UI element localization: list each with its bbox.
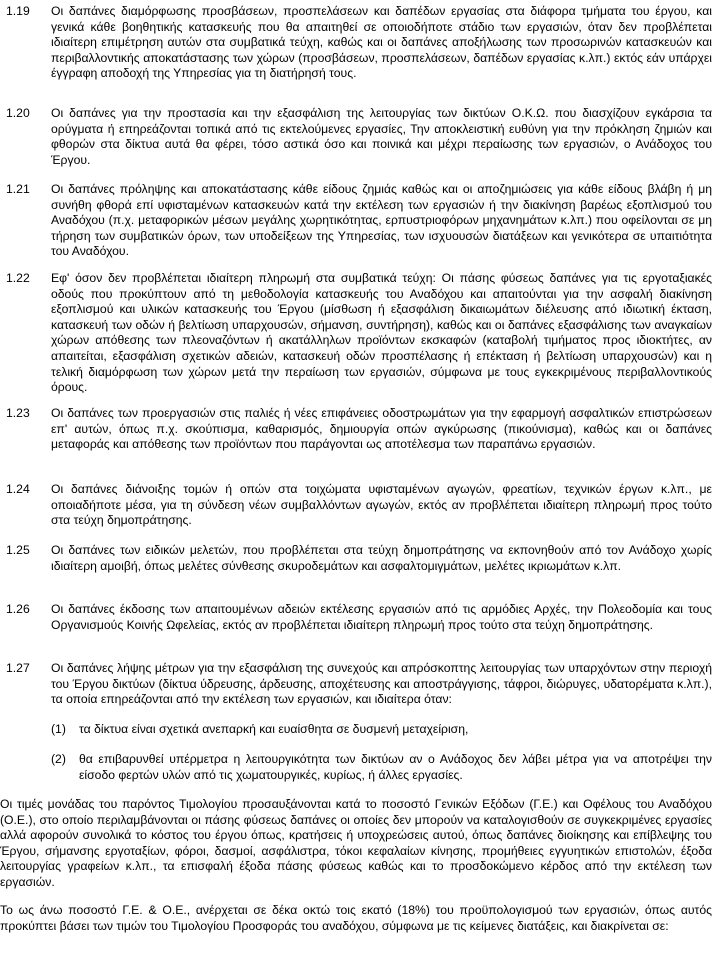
item-number: 1.23	[6, 406, 30, 420]
item-number: 1.26	[6, 602, 30, 616]
item-text: Οι δαπάνες έκδοσης των απαιτουμένων αδειών εκτέλεσης εργασιών από τις αρμόδιες Αρχές, την Πολεοδομία και τους Οργανισμούς Κοινής Ωφελείας, εκτός αν προβλέπεται ιδιαίτερη πληρωμή προς τούτο στα τεύχη δημοπράτησης.	[51, 602, 712, 632]
item-text: Οι δαπάνες διαμόρφωσης προσβάσεων, προσπελάσεων και δαπέδων εργασίας στα διάφορα τμήματα του έργου, και γενικά κάθε βοηθητικής κατασκευής που θα απαιτηθεί σε οποιοδήποτε στάδιο των εργασιών, όταν δεν προβλέπεται ιδιαίτερη επιμέτρηση αυτών στα συμβατικά τεύχη, καθώς και οι δαπάνες αποξήλωσης των προσωρινών κατασκευών και περιβαλλοντικής αποκατάστασης των χώρων (προσβάσεων, προσπελάσεων, δαπέδων εργασίας κ.λπ.) εκτός εάν υπάρχει έγγραφη αποδοχή της Υπηρεσίας για τη διατήρησή τους.	[51, 4, 712, 81]
item-text: Οι δαπάνες διάνοιξης τομών ή οπών στα τοιχώματα υφισταμένων αγωγών, φρεατίων, τεχνικών έργων κ.λπ., με οποιαδήποτε μέσα, για τη σύνδεση νέων συμβαλλόντων αγωγών, εκτός αν προβλέπεται ιδιαίτερη πληρωμή προς τούτο στα τεύχη δημοπράτησης.	[51, 482, 712, 528]
item-number: 1.24	[6, 482, 30, 496]
item-text: Οι δαπάνες των προεργασιών στις παλιές ή νέες επιφάνειες οδοστρωμάτων για την εφαρμογή ασφαλτικών επιστρώσεων επ' αυτών, όπως π.χ. σκούπισμα, καθαρισμός, δημιουργία οπών αγκύρωσης (πικούνισμα), καθώς και οι δαπάνες μεταφοράς και απόθεσης των προϊόντων που παράγονται ως αποτέλεσμα των παραπάνω εργασιών.	[51, 406, 712, 452]
sub-item-number: (2)	[51, 752, 66, 766]
sub-item-number: (1)	[51, 722, 66, 736]
item-number: 1.27	[6, 661, 30, 675]
percentage-paragraph: Το ως άνω ποσοστό Γ.Ε. & Ο.Ε., ανέρχεται σε δέκα οκτώ τοις εκατό (18%) του προϋπολογισμού των εργασιών, όπως αυτός προκύπτει βάσει των τιμών του Τιμολογίου Προσφοράς του αναδόχου, σύμφωνα με τις κείμενες διατάξεις, και διακρίνεται σε:	[0, 903, 712, 933]
item-number: 1.25	[6, 543, 30, 557]
overhead-paragraph: Οι τιμές μονάδας του παρόντος Τιμολογίου προσαυξάνονται κατά το ποσοστό Γενικών Εξόδων (Γ.Ε.) και Οφέλους του Αναδόχου (Ο.Ε.), στο οποίο περιλαμβάνονται οι πάσης φύσεως δαπάνες οι οποίες δεν μπορούν να καταλογισθούν σε συγκεκριμένες εργασίες αλλά αφορούν συνολικά το κόστος του έργου όπως, κρατήσεις ή υποχρεώσεις αυτού, όπως δαπάνες διοίκησης και επίβλεψης του Έργου, σήμανσης εργοταξίων, φόροι, δασμοί, ασφάλιστρα, τόκοι κεφαλαίων κίνησης, προμήθειες εγγυητικών επιστολών, έξοδα λειτουργίας γραφείων κ.λπ., τα επισφαλή έξοδα πάσης φύσεως καθώς και το προσδοκώμενο κέρδος από την εκτέλεση των εργασιών.	[0, 797, 712, 889]
item-number: 1.22	[6, 271, 30, 285]
item-number: 1.21	[6, 182, 30, 196]
item-text: Εφ' όσον δεν προβλέπεται ιδιαίτερη πληρωμή στα συμβατικά τεύχη: Οι πάσης φύσεως δαπάνες για τις εργοταξιακές οδούς που προκύπτουν από τη μεθοδολογία κατασκευής του Αναδόχου και απαιτούνται για την ασφαλή διακίνηση εξοπλισμού και υλικών κατασκευής του Έργου (μίσθωση ή εξασφάλιση δικαιωμάτων διέλευσης από ιδιωτική έκταση, κατασκευή των οδών ή βελτίωση υπαρχουσών, σήμανση, συντήρηση), καθώς και οι δαπάνες εξασφάλισης των αναγκαίων χώρων απόθεσης των πλεοναζόντων ή ακατάλληλων προϊόντων εκσκαφών (καταβολή τιμήματος προς ιδιοκτήτες, αν απαιτείται, εξασφάλιση σχετικών αδειών, κατασκευή οδών προσπέλασης ή επέκταση ή βελτίωση υπαρχουσών) και η τελική διαμόρφωση των χώρων μετά την περαίωση των εργασιών, σύμφωνα με τους εγκεκριμένους περιβαλλοντικούς όρους.	[51, 271, 712, 395]
sub-item-text: θα επιβαρυνθεί υπέρμετρα η λειτουργικότητα των δικτύων αν ο Ανάδοχος δεν λάβει μέτρα για να αποτρέψει την είσοδο φερτών υλών από τις χωματουργικές, κυρίως, ή άλλες εργασίες.	[79, 752, 712, 782]
item-text: Οι δαπάνες των ειδικών μελετών, που προβλέπεται στα τεύχη δημοπράτησης να εκπονηθούν από τον Ανάδοχο χωρίς ιδιαίτερη αμοιβή, όπως μελέτες σύνθεσης σκυροδεμάτων και ασφαλτομιγμάτων, μελέτες ικριωμάτων κ.λπ.	[51, 543, 712, 573]
item-text: Οι δαπάνες για την προστασία και την εξασφάλιση της λειτουργίας των δικτύων Ο.Κ.Ω. που διασχίζουν εγκάρσια τα ορύγματα ή επηρεάζονται τοπικά από τις εκτελούμενες εργασίες, Την αποκλειστική ευθύνη για την πρόκληση ζημιών και φθορών στα δίκτυα αυτά θα φέρει, τόσο αστικά όσο και ποινικά και μέχρι περαίωσης των εργασιών, ο Ανάδοχος του Έργου.	[51, 106, 712, 167]
item-text: Οι δαπάνες πρόληψης και αποκατάστασης κάθε είδους ζημιάς καθώς και οι αποζημιώσεις για κάθε είδους βλάβη ή μη συνήθη φθορά επί υφισταμένων κατασκευών κατά την εκτέλεση των εργασιών ή την διακίνηση βαρέως εξοπλισμού του Αναδόχου (π.χ. μεταφορικών μέσων μεγάλης χωρητικότητας, ερπυστριοφόρων μηχανημάτων κ.λπ.) που οφείλονται σε μη τήρηση των συμβατικών όρων, των υποδείξεων της Υπηρεσίας, των ισχυουσών διατάξεων και γενικότερα σε υπαιτιότητα του Αναδόχου.	[51, 182, 712, 259]
item-number: 1.20	[6, 106, 30, 120]
sub-item-text: τα δίκτυα είναι σχετικά ανεπαρκή και ευαίσθητα σε δυσμενή μεταχείριση,	[79, 722, 469, 736]
item-number: 1.19	[6, 4, 30, 18]
item-text: Οι δαπάνες λήψης μέτρων για την εξασφάλιση της συνεχούς και απρόσκοπτης λειτουργίας των υπαρχόντων στην περιοχή του Έργου δικτύων (δίκτυα ύδρευσης, άρδευσης, αποχέτευσης και αποστράγγισης, τάφροι, διώρυγες, υδατορέματα κ.λπ.), τα οποία επηρεάζονται από την εκτέλεση των εργασιών, και ιδιαίτερα όταν:	[51, 661, 712, 707]
